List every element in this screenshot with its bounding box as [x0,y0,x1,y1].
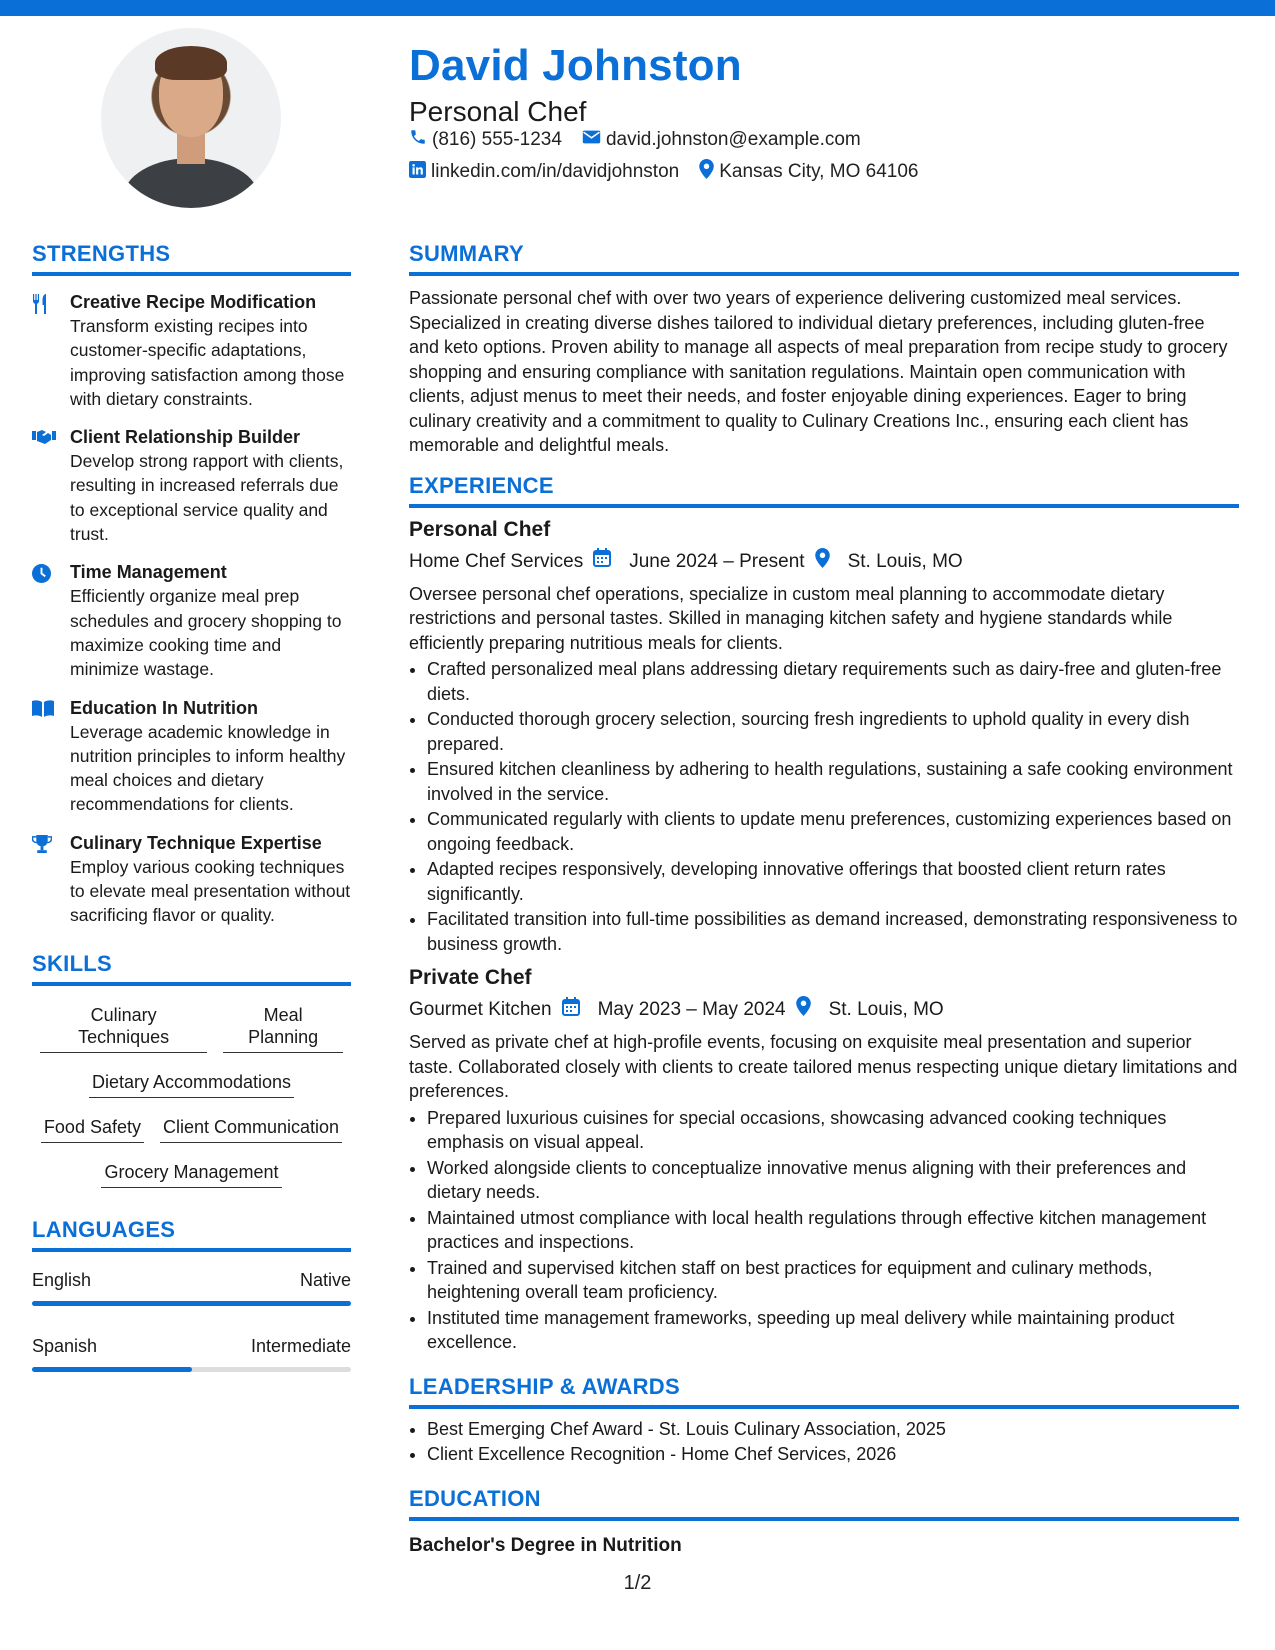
education-heading: EDUCATION [409,1485,1239,1521]
strength-heading: Culinary Technique Expertise [70,832,322,853]
job-bullet: • Instituted time management frameworks, speeding up meal delivery while maintaining product excellence. [427,1306,1239,1355]
calendar-icon [562,997,588,1024]
strengths-heading: STRENGTHS [32,240,351,276]
job-bullet: • Adapted recipes responsively, developing innovative offerings that boosted client return rates significantly. [427,857,1239,906]
summary-heading: SUMMARY [409,240,1239,276]
job-bullets [409,657,1239,956]
languages-list [32,1268,351,1372]
job-entry [409,516,1239,957]
experience-heading: EXPERIENCE [409,472,1239,508]
language-level: Native [299,1269,351,1290]
job-bullet: • Maintained utmost compliance with local health regulations through effective kitchen management practices and inspections. [427,1206,1239,1255]
book-icon [32,704,54,721]
profile-photo [101,28,281,208]
map-pin-icon [796,996,819,1024]
candidate-title: Personal Chef [409,96,587,127]
language-proficiency-bar [32,1301,351,1306]
candidate-name: David Johnston [409,41,742,90]
job-bullet: • Facilitated transition into full-time possibilities as demand increased, demonstrating responsiveness to business growth. [427,907,1239,956]
job-bullet: • Communicated regularly with clients to update menu preferences, customizing experiences based on ongoing feedback. [427,807,1239,856]
phone-contact [409,128,562,152]
job-role: Private Chef [409,966,532,989]
phone-text[interactable]: (816) 555-1234 [432,129,562,150]
strength-item [32,290,351,411]
left-column [32,240,351,1400]
skill-tag: Client Communication [160,1112,342,1143]
award-item: • Client Excellence Recognition - Home Chef Services, 2026 [427,1442,1239,1467]
strength-item [32,696,351,817]
top-accent-bar [0,0,1275,16]
job-bullet: • Conducted thorough grocery selection, sourcing fresh ingredients to uphold quality in every dish prepared. [427,707,1239,756]
proficiency-fill [32,1301,351,1306]
contact-row-2 [409,159,938,185]
email-link[interactable]: david.johnston@example.com [605,129,861,150]
strength-description: Efficiently organize meal prep schedules and grocery shopping to maximize cooking time and minimize wastage. [70,586,342,680]
strength-heading: Time Management [70,562,227,583]
job-bullet: • Worked alongside clients to conceptualize innovative menus aligning with their preferences and dietary needs. [427,1156,1239,1205]
summary-text: Passionate personal chef with over two years of experience delivering customized meal services. Specialized in creating diverse dishes tailored to individual dietary preferences, including gluten-free and keto options. Proven ability to manage all aspects of meal preparation from recipe study to grocery shopping and ensuring compliance with sanitation regulations. Maintain open communication with clients, adjust menus to meet their needs, and foster enjoyable dining experiences. Eager to bring culinary creativity and a commitment to quality to Culinary Creations Inc., ensuring each client has memorable and delightful meals. [409,288,1228,455]
clock-icon [32,570,51,587]
education-degree: Bachelor's Degree in Nutrition [409,1534,682,1556]
linkedin-icon [409,161,431,184]
strength-item [32,831,351,928]
job-meta [409,548,1239,576]
strength-description: Transform existing recipes into customer-specific adaptations, improving satisfaction among those with dietary constraints. [70,316,345,409]
job-dates: May 2023 – May 2024 [597,999,786,1020]
strength-item [32,560,351,681]
job-meta [409,996,1239,1024]
envelope-icon [582,129,606,151]
awards-list [409,1417,1239,1467]
phone-icon [409,128,432,152]
language-row [32,1334,351,1358]
location-text: Kansas City, MO 64106 [719,161,919,182]
language-level: Intermediate [250,1335,351,1356]
job-bullet: • Ensured kitchen cleanliness by adhering to health regulations, sustaining a safe cooking environment involved in the service. [427,757,1239,806]
languages-heading: LANGUAGES [32,1216,351,1252]
job-entry [409,964,1239,1355]
strength-description: Leverage academic knowledge in nutrition principles to inform healthy meal choices and dietary recommendations for clients. [70,721,346,815]
job-location: St. Louis, MO [828,999,944,1020]
language-proficiency-bar [32,1367,351,1372]
strength-item [32,425,351,546]
job-description: Oversee personal chef operations, specialize in custom meal planning to accommodate dietary restrictions and personal tastes. Skilled in managing kitchen safety and hygiene standards while efficiently preparing nutritious meals for clients. [409,583,1173,653]
page-number: 1/2 [623,1572,652,1594]
strength-description: Employ various cooking techniques to elevate meal presentation without sacrificing flavor or quality. [70,856,351,926]
strength-heading: Creative Recipe Modification [70,292,317,312]
strength-heading: Client Relationship Builder [70,427,301,448]
job-location: St. Louis, MO [847,550,963,572]
strength-description: Develop strong rapport with clients, resulting in increased referrals due to exceptional service quality and trust. [70,451,344,545]
linkedin-contact [409,161,679,184]
skill-tag: Food Safety [41,1112,144,1143]
skills-heading: SKILLS [32,950,351,986]
trophy-icon [32,841,52,858]
skills-list [32,1000,351,1188]
skill-tag: Culinary Techniques [40,1000,207,1053]
utensils-icon [32,301,50,318]
job-company: Gourmet Kitchen [409,999,552,1020]
language-name: Spanish [32,1335,98,1356]
job-role: Personal Chef [409,517,551,541]
handshake-icon [32,432,56,449]
strength-heading: Education In Nutrition [70,697,258,718]
job-bullets [409,1106,1239,1355]
email-contact [582,129,861,151]
map-pin-icon [815,548,838,576]
language-row [32,1268,351,1292]
job-bullet: • Prepared luxurious cuisines for special occasions, showcasing advanced cooking techniques emphasis on visual appeal. [427,1106,1239,1155]
right-column [409,240,1239,1559]
language-name: English [32,1269,92,1290]
location-contact [699,159,918,185]
job-description: Served as private chef at high-profile events, focusing on exquisite meal presentation and superior taste. Collaborated closely with clients to create tailored menus respecting unique dietary limitations and preferences. [409,1032,1238,1101]
contact-row-1 [409,128,881,152]
job-company: Home Chef Services [409,550,584,572]
map-pin-icon [699,159,719,185]
job-bullet: • Trained and supervised kitchen staff on best practices for equipment and culinary methods, heightening overall team proficiency. [427,1256,1239,1305]
awards-heading: LEADERSHIP & AWARDS [409,1373,1239,1409]
skill-tag: Dietary Accommodations [89,1067,294,1098]
award-item: • Best Emerging Chef Award - St. Louis Culinary Association, 2025 [427,1417,1239,1442]
skill-tag: Grocery Management [101,1157,281,1188]
calendar-icon [593,548,619,575]
job-dates: June 2024 – Present [629,550,805,572]
proficiency-fill [32,1367,192,1372]
skill-tag: Meal Planning [223,1000,343,1053]
job-bullet: • Crafted personalized meal plans addressing dietary requirements such as dairy-free and gluten-free diets. [427,657,1239,706]
linkedin-link[interactable]: linkedin.com/in/davidjohnston [431,161,680,182]
